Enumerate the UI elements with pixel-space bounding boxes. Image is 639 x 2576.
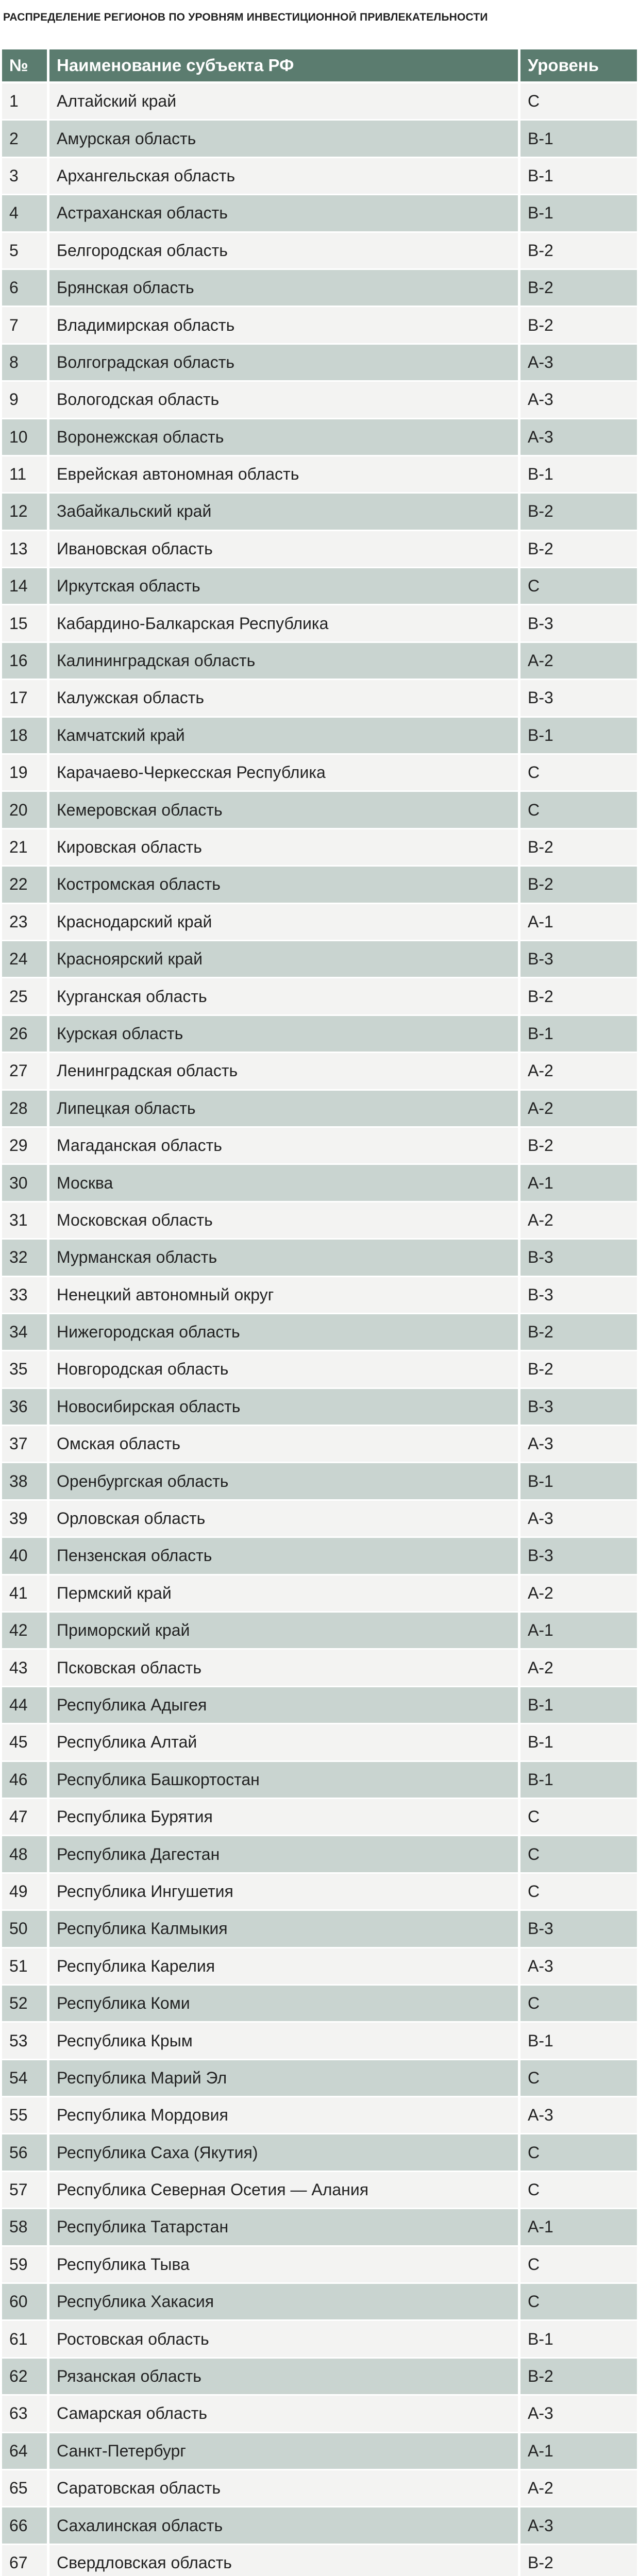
level-cell: В-1	[520, 1463, 637, 1500]
row-number-cell: 46	[2, 1762, 49, 1799]
level-cell: В-1	[520, 1724, 637, 1761]
subject-name-cell: Вологодская область	[49, 382, 520, 419]
level-cell: С	[520, 2247, 637, 2284]
subject-name-cell: Еврейская автономная область	[49, 456, 520, 494]
table-row	[2, 1911, 637, 1948]
subject-name-cell: Республика Марий Эл	[49, 2060, 520, 2097]
table-row	[2, 121, 637, 158]
subject-name-cell: Свердловская область	[49, 2545, 520, 2576]
table-header-row	[2, 49, 637, 83]
row-number-cell: 57	[2, 2172, 49, 2209]
table-row	[2, 456, 637, 494]
table-row	[2, 2172, 637, 2209]
table-row	[2, 345, 637, 382]
column-header-number: №	[2, 49, 49, 83]
row-number-cell: 28	[2, 1091, 49, 1128]
level-cell: С	[520, 568, 637, 605]
subject-name-cell: Орловская область	[49, 1501, 520, 1538]
table-row	[2, 83, 637, 121]
level-cell: А-2	[520, 1091, 637, 1128]
table-row	[2, 494, 637, 531]
level-cell: А-1	[520, 1165, 637, 1202]
row-number-cell: 63	[2, 2396, 49, 2433]
row-number-cell: 5	[2, 233, 49, 270]
table-row	[2, 2321, 637, 2358]
subject-name-cell: Республика Крым	[49, 2023, 520, 2060]
table-caption: РАСПРЕДЕЛЕНИЕ РЕГИОНОВ ПО УРОВНЯМ ИНВЕСТИЦИОННОЙ ПРИВЛЕКАТЕЛЬНОСТИ	[3, 11, 488, 23]
column-header-level: Уровень	[520, 49, 637, 83]
table-row	[2, 867, 637, 904]
level-cell: А-3	[520, 2507, 637, 2545]
subject-name-cell: Амурская область	[49, 121, 520, 158]
table-row	[2, 1389, 637, 1426]
row-number-cell: 62	[2, 2359, 49, 2396]
level-cell: В-1	[520, 158, 637, 195]
subject-name-cell: Оренбургская область	[49, 1463, 520, 1500]
level-cell: В-2	[520, 1314, 637, 1351]
table-row	[2, 233, 637, 270]
row-number-cell: 31	[2, 1202, 49, 1240]
level-cell: А-2	[520, 643, 637, 680]
table-row	[2, 755, 637, 792]
level-cell: С	[520, 2134, 637, 2172]
table-row	[2, 1240, 637, 1277]
table-row	[2, 1351, 637, 1388]
level-cell: С	[520, 83, 637, 121]
level-cell: В-2	[520, 307, 637, 344]
level-cell: В-1	[520, 2023, 637, 2060]
subject-name-cell: Самарская область	[49, 2396, 520, 2433]
level-cell: В-1	[520, 195, 637, 232]
table-row	[2, 158, 637, 195]
table-row	[2, 1948, 637, 1986]
level-cell: В-2	[520, 829, 637, 867]
table-row	[2, 1762, 637, 1799]
level-cell: С	[520, 755, 637, 792]
row-number-cell: 45	[2, 1724, 49, 1761]
row-number-cell: 1	[2, 83, 49, 121]
level-cell: В-2	[520, 233, 637, 270]
level-cell: А-3	[520, 2097, 637, 2134]
subject-name-cell: Курская область	[49, 1016, 520, 1053]
level-cell: В-3	[520, 1240, 637, 1277]
subject-name-cell: Московская область	[49, 1202, 520, 1240]
table-row	[2, 270, 637, 307]
row-number-cell: 47	[2, 1799, 49, 1836]
level-cell: А-3	[520, 419, 637, 456]
subject-name-cell: Рязанская область	[49, 2359, 520, 2396]
row-number-cell: 44	[2, 1687, 49, 1724]
level-cell: В-2	[520, 494, 637, 531]
table-row	[2, 1091, 637, 1128]
table-row	[2, 1538, 637, 1575]
level-cell: В-1	[520, 2321, 637, 2358]
table-row	[2, 792, 637, 829]
regions-table	[2, 49, 637, 2576]
row-number-cell: 65	[2, 2470, 49, 2507]
subject-name-cell: Магаданская область	[49, 1128, 520, 1165]
table-row	[2, 1501, 637, 1538]
row-number-cell: 61	[2, 2321, 49, 2358]
row-number-cell: 48	[2, 1836, 49, 1873]
row-number-cell: 8	[2, 345, 49, 382]
level-cell: В-3	[520, 605, 637, 642]
row-number-cell: 24	[2, 941, 49, 978]
table-row	[2, 568, 637, 605]
level-cell: В-3	[520, 680, 637, 717]
subject-name-cell: Калужская область	[49, 680, 520, 717]
level-cell: А-3	[520, 1948, 637, 1986]
subject-name-cell: Иркутская область	[49, 568, 520, 605]
table-row	[2, 1463, 637, 1500]
table-row	[2, 1277, 637, 1314]
level-cell: А-2	[520, 1053, 637, 1090]
subject-name-cell: Республика Ингушетия	[49, 1874, 520, 1911]
subject-name-cell: Республика Карелия	[49, 1948, 520, 1986]
table-row	[2, 2359, 637, 2396]
row-number-cell: 43	[2, 1650, 49, 1687]
row-number-cell: 56	[2, 2134, 49, 2172]
subject-name-cell: Сахалинская область	[49, 2507, 520, 2545]
table-row	[2, 1314, 637, 1351]
subject-name-cell: Нижегородская область	[49, 1314, 520, 1351]
subject-name-cell: Брянская область	[49, 270, 520, 307]
subject-name-cell: Пензенская область	[49, 1538, 520, 1575]
row-number-cell: 18	[2, 718, 49, 755]
level-cell: В-2	[520, 270, 637, 307]
level-cell: В-1	[520, 718, 637, 755]
level-cell: А-3	[520, 1501, 637, 1538]
row-number-cell: 52	[2, 1986, 49, 2023]
table-row	[2, 1165, 637, 1202]
table-row	[2, 2134, 637, 2172]
row-number-cell: 35	[2, 1351, 49, 1388]
row-number-cell: 67	[2, 2545, 49, 2576]
level-cell: В-2	[520, 978, 637, 1015]
row-number-cell: 27	[2, 1053, 49, 1090]
subject-name-cell: Республика Адыгея	[49, 1687, 520, 1724]
table-row	[2, 1799, 637, 1836]
row-number-cell: 19	[2, 755, 49, 792]
row-number-cell: 6	[2, 270, 49, 307]
table-row	[2, 419, 637, 456]
table-row	[2, 531, 637, 568]
table-row	[2, 2396, 637, 2433]
table-row	[2, 904, 637, 941]
row-number-cell: 26	[2, 1016, 49, 1053]
subject-name-cell: Воронежская область	[49, 419, 520, 456]
subject-name-cell: Республика Хакасия	[49, 2284, 520, 2321]
subject-name-cell: Краснодарский край	[49, 904, 520, 941]
row-number-cell: 30	[2, 1165, 49, 1202]
row-number-cell: 32	[2, 1240, 49, 1277]
row-number-cell: 23	[2, 904, 49, 941]
table-row	[2, 1724, 637, 1761]
level-cell: С	[520, 2284, 637, 2321]
subject-name-cell: Кабардино-Балкарская Республика	[49, 605, 520, 642]
row-number-cell: 60	[2, 2284, 49, 2321]
table-row	[2, 382, 637, 419]
level-cell: С	[520, 792, 637, 829]
row-number-cell: 12	[2, 494, 49, 531]
row-number-cell: 2	[2, 121, 49, 158]
level-cell: В-2	[520, 867, 637, 904]
row-number-cell: 17	[2, 680, 49, 717]
subject-name-cell: Костромская область	[49, 867, 520, 904]
table-row	[2, 1016, 637, 1053]
row-number-cell: 13	[2, 531, 49, 568]
level-cell: В-3	[520, 1538, 637, 1575]
subject-name-cell: Омская область	[49, 1426, 520, 1463]
row-number-cell: 34	[2, 1314, 49, 1351]
subject-name-cell: Карачаево-Черкесская Республика	[49, 755, 520, 792]
table-row	[2, 307, 637, 344]
subject-name-cell: Приморский край	[49, 1613, 520, 1650]
row-number-cell: 59	[2, 2247, 49, 2284]
subject-name-cell: Республика Дагестан	[49, 1836, 520, 1873]
table-row	[2, 1202, 637, 1240]
subject-name-cell: Ростовская область	[49, 2321, 520, 2358]
subject-name-cell: Архангельская область	[49, 158, 520, 195]
row-number-cell: 11	[2, 456, 49, 494]
level-cell: А-1	[520, 904, 637, 941]
row-number-cell: 9	[2, 382, 49, 419]
row-number-cell: 58	[2, 2209, 49, 2246]
subject-name-cell: Республика Татарстан	[49, 2209, 520, 2246]
row-number-cell: 21	[2, 829, 49, 867]
level-cell: В-1	[520, 456, 637, 494]
subject-name-cell: Забайкальский край	[49, 494, 520, 531]
row-number-cell: 3	[2, 158, 49, 195]
row-number-cell: 37	[2, 1426, 49, 1463]
table-row	[2, 195, 637, 232]
table-row	[2, 2545, 637, 2576]
table-row	[2, 643, 637, 680]
row-number-cell: 36	[2, 1389, 49, 1426]
table-row	[2, 978, 637, 1015]
level-cell: А-3	[520, 2396, 637, 2433]
subject-name-cell: Пермский край	[49, 1575, 520, 1613]
subject-name-cell: Белгородская область	[49, 233, 520, 270]
table-row	[2, 718, 637, 755]
subject-name-cell: Астраханская область	[49, 195, 520, 232]
subject-name-cell: Республика Башкортостан	[49, 1762, 520, 1799]
table-row	[2, 1986, 637, 2023]
row-number-cell: 51	[2, 1948, 49, 1986]
subject-name-cell: Калининградская область	[49, 643, 520, 680]
level-cell: В-2	[520, 1351, 637, 1388]
level-cell: В-2	[520, 531, 637, 568]
level-cell: А-3	[520, 345, 637, 382]
level-cell: В-1	[520, 1762, 637, 1799]
subject-name-cell: Камчатский край	[49, 718, 520, 755]
subject-name-cell: Алтайский край	[49, 83, 520, 121]
level-cell: В-2	[520, 1128, 637, 1165]
level-cell: В-3	[520, 1277, 637, 1314]
level-cell: А-2	[520, 1650, 637, 1687]
row-number-cell: 29	[2, 1128, 49, 1165]
level-cell: А-2	[520, 2470, 637, 2507]
table-row	[2, 680, 637, 717]
table-row	[2, 1836, 637, 1873]
row-number-cell: 7	[2, 307, 49, 344]
row-number-cell: 39	[2, 1501, 49, 1538]
row-number-cell: 14	[2, 568, 49, 605]
level-cell: С	[520, 2172, 637, 2209]
level-cell: А-3	[520, 382, 637, 419]
subject-name-cell: Кемеровская область	[49, 792, 520, 829]
row-number-cell: 25	[2, 978, 49, 1015]
table-body	[2, 83, 637, 2576]
level-cell: С	[520, 1836, 637, 1873]
level-cell: В-2	[520, 2545, 637, 2576]
level-cell: В-1	[520, 121, 637, 158]
subject-name-cell: Владимирская область	[49, 307, 520, 344]
level-cell: С	[520, 1799, 637, 1836]
row-number-cell: 66	[2, 2507, 49, 2545]
table-row	[2, 1128, 637, 1165]
row-number-cell: 22	[2, 867, 49, 904]
row-number-cell: 49	[2, 1874, 49, 1911]
row-number-cell: 15	[2, 605, 49, 642]
subject-name-cell: Кировская область	[49, 829, 520, 867]
table-row	[2, 605, 637, 642]
level-cell: А-2	[520, 1202, 637, 1240]
table-row	[2, 2023, 637, 2060]
row-number-cell: 54	[2, 2060, 49, 2097]
level-cell: В-3	[520, 1911, 637, 1948]
subject-name-cell: Санкт-Петербург	[49, 2433, 520, 2470]
table-row	[2, 1053, 637, 1090]
subject-name-cell: Курганская область	[49, 978, 520, 1015]
row-number-cell: 10	[2, 419, 49, 456]
subject-name-cell: Ивановская область	[49, 531, 520, 568]
row-number-cell: 33	[2, 1277, 49, 1314]
subject-name-cell: Мурманская область	[49, 1240, 520, 1277]
level-cell: А-1	[520, 2433, 637, 2470]
subject-name-cell: Волгоградская область	[49, 345, 520, 382]
level-cell: С	[520, 1986, 637, 2023]
subject-name-cell: Москва	[49, 1165, 520, 1202]
table-row	[2, 2470, 637, 2507]
level-cell: С	[520, 1874, 637, 1911]
table-row	[2, 2060, 637, 2097]
level-cell: А-2	[520, 1575, 637, 1613]
subject-name-cell: Саратовская область	[49, 2470, 520, 2507]
row-number-cell: 53	[2, 2023, 49, 2060]
row-number-cell: 40	[2, 1538, 49, 1575]
subject-name-cell: Ненецкий автономный округ	[49, 1277, 520, 1314]
subject-name-cell: Республика Коми	[49, 1986, 520, 2023]
level-cell: В-3	[520, 941, 637, 978]
row-number-cell: 42	[2, 1613, 49, 1650]
row-number-cell: 55	[2, 2097, 49, 2134]
column-header-subject-name: Наименование субъекта РФ	[49, 49, 520, 83]
subject-name-cell: Липецкая область	[49, 1091, 520, 1128]
table-row	[2, 1575, 637, 1613]
subject-name-cell: Красноярский край	[49, 941, 520, 978]
subject-name-cell: Республика Саха (Якутия)	[49, 2134, 520, 2172]
subject-name-cell: Ленинградская область	[49, 1053, 520, 1090]
level-cell: В-1	[520, 1016, 637, 1053]
row-number-cell: 20	[2, 792, 49, 829]
table-row	[2, 2097, 637, 2134]
subject-name-cell: Республика Бурятия	[49, 1799, 520, 1836]
table-row	[2, 2209, 637, 2246]
level-cell: В-1	[520, 1687, 637, 1724]
row-number-cell: 64	[2, 2433, 49, 2470]
level-cell: А-3	[520, 1426, 637, 1463]
table-row	[2, 941, 637, 978]
level-cell: В-2	[520, 2359, 637, 2396]
table-row	[2, 2247, 637, 2284]
row-number-cell: 16	[2, 643, 49, 680]
row-number-cell: 38	[2, 1463, 49, 1500]
row-number-cell: 41	[2, 1575, 49, 1613]
row-number-cell: 4	[2, 195, 49, 232]
subject-name-cell: Республика Северная Осетия — Алания	[49, 2172, 520, 2209]
table-row	[2, 2433, 637, 2470]
level-cell: А-1	[520, 2209, 637, 2246]
table-row	[2, 1613, 637, 1650]
subject-name-cell: Республика Калмыкия	[49, 1911, 520, 1948]
row-number-cell: 50	[2, 1911, 49, 1948]
table-row	[2, 1426, 637, 1463]
table-row	[2, 1687, 637, 1724]
level-cell: А-1	[520, 1613, 637, 1650]
level-cell: С	[520, 2060, 637, 2097]
subject-name-cell: Псковская область	[49, 1650, 520, 1687]
subject-name-cell: Республика Алтай	[49, 1724, 520, 1761]
table-row	[2, 2507, 637, 2545]
subject-name-cell: Республика Мордовия	[49, 2097, 520, 2134]
subject-name-cell: Новгородская область	[49, 1351, 520, 1388]
subject-name-cell: Новосибирская область	[49, 1389, 520, 1426]
table-row	[2, 2284, 637, 2321]
level-cell: В-3	[520, 1389, 637, 1426]
table-row	[2, 829, 637, 867]
subject-name-cell: Республика Тыва	[49, 2247, 520, 2284]
table-row	[2, 1650, 637, 1687]
table-row	[2, 1874, 637, 1911]
